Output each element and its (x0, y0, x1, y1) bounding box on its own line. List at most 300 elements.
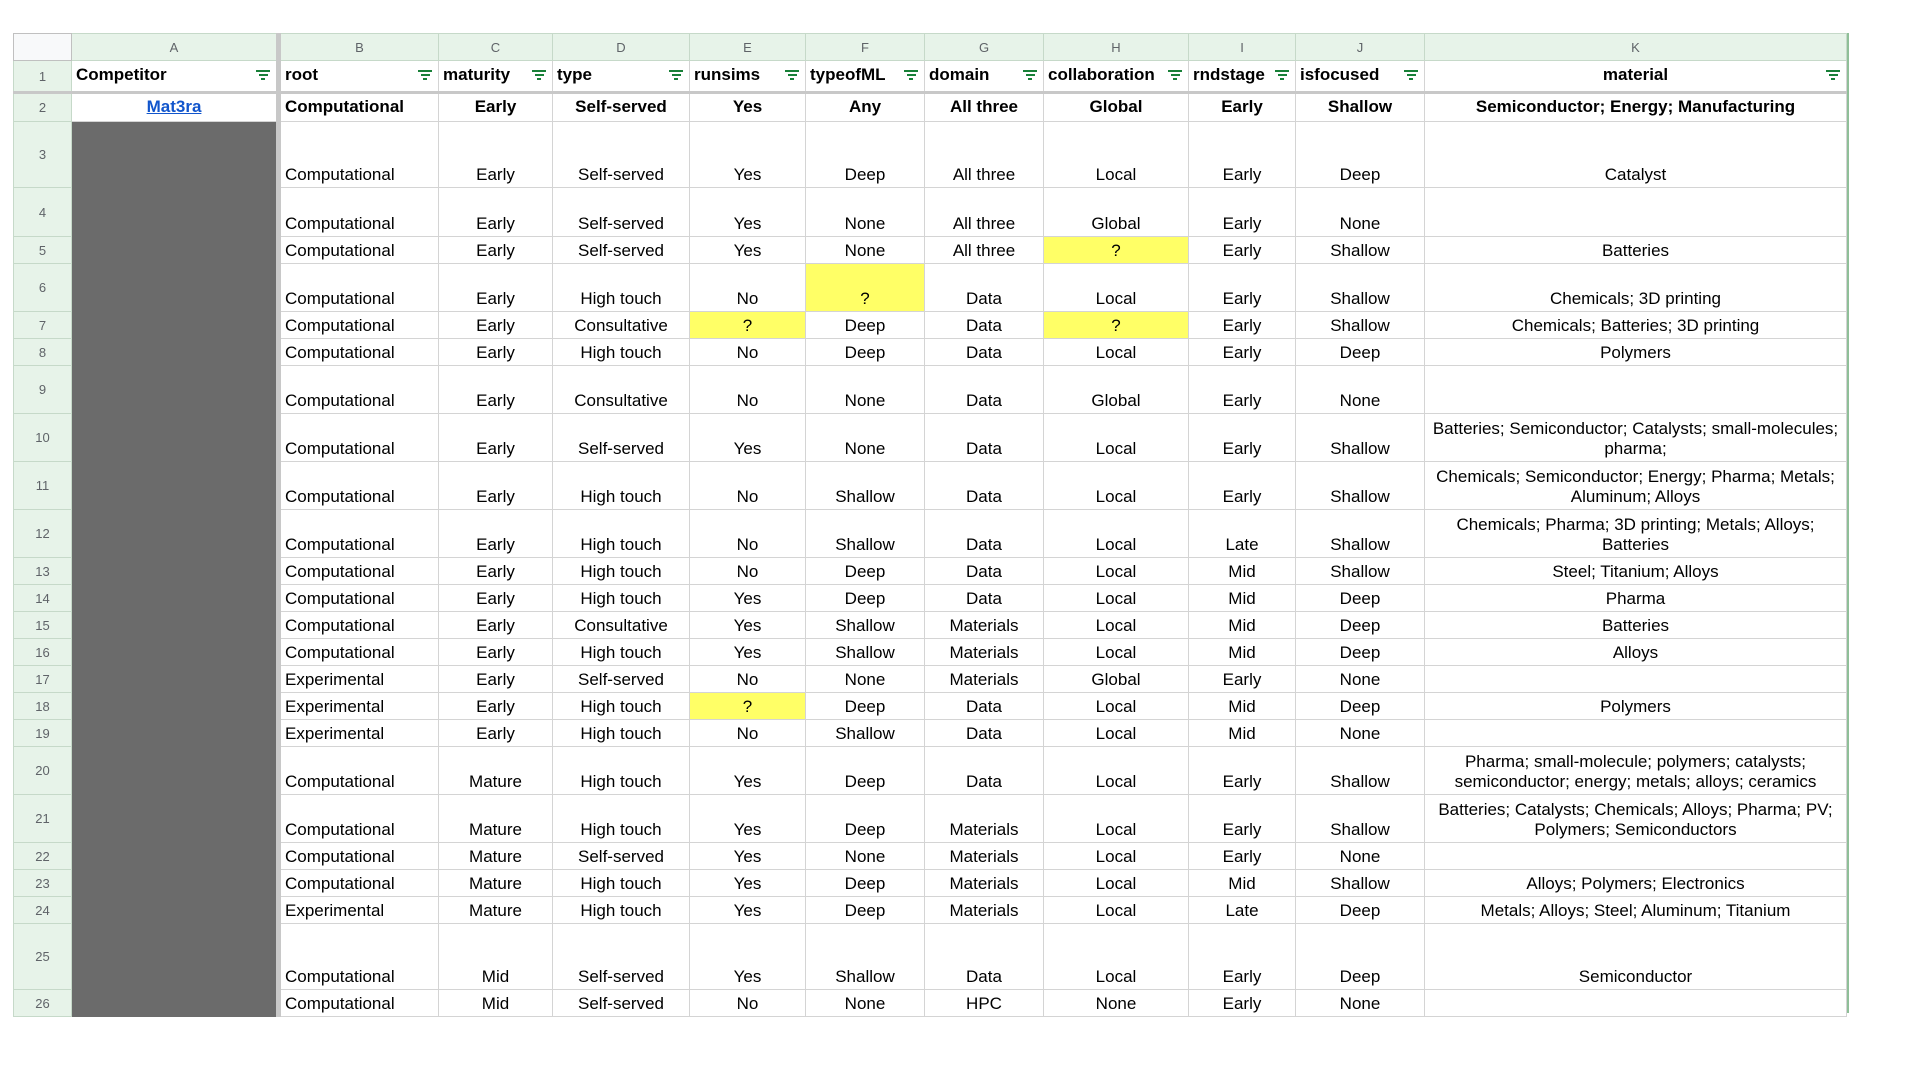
domain-cell[interactable]: Data (925, 510, 1044, 558)
maturity-cell[interactable]: Early (439, 264, 553, 312)
type-cell[interactable]: High touch (553, 897, 690, 924)
filter-icon[interactable] (1023, 70, 1037, 80)
root-cell[interactable]: Computational (279, 188, 439, 237)
isfocused-cell[interactable]: Deep (1296, 122, 1425, 188)
domain-cell[interactable]: All three (925, 122, 1044, 188)
material-cell[interactable]: Steel; Titanium; Alloys (1425, 558, 1847, 585)
rndstage-cell[interactable]: Early (1189, 122, 1296, 188)
header-cell-rndstage[interactable] (1189, 61, 1296, 93)
maturity-cell[interactable]: Mature (439, 843, 553, 870)
runsims-cell[interactable]: Yes (690, 639, 806, 666)
collaboration-cell[interactable]: Global (1044, 366, 1189, 414)
maturity-cell[interactable]: Mature (439, 897, 553, 924)
material-cell[interactable]: Polymers (1425, 693, 1847, 720)
rndstage-cell[interactable]: Mid (1189, 693, 1296, 720)
isfocused-cell[interactable]: None (1296, 666, 1425, 693)
collaboration-cell[interactable]: Local (1044, 339, 1189, 366)
rndstage-cell[interactable]: Early (1189, 666, 1296, 693)
rndstage-cell[interactable]: Mid (1189, 558, 1296, 585)
runsims-cell[interactable]: No (690, 462, 806, 510)
material-cell[interactable]: Batteries (1425, 612, 1847, 639)
typeofml-cell[interactable]: Shallow (806, 462, 925, 510)
material-cell[interactable]: Catalyst (1425, 122, 1847, 188)
runsims-cell[interactable]: Yes (690, 612, 806, 639)
typeofml-cell[interactable]: Deep (806, 870, 925, 897)
rndstage-cell[interactable]: Early (1189, 414, 1296, 462)
runsims-cell[interactable]: No (690, 666, 806, 693)
row-number[interactable]: 7 (14, 312, 72, 339)
row-number[interactable]: 19 (14, 720, 72, 747)
root-cell[interactable]: Experimental (279, 693, 439, 720)
row-number[interactable]: 10 (14, 414, 72, 462)
type-cell[interactable]: High touch (553, 639, 690, 666)
typeofml-cell[interactable]: Shallow (806, 639, 925, 666)
collaboration-cell[interactable]: Local (1044, 870, 1189, 897)
column-header-j[interactable]: J (1296, 34, 1425, 61)
material-cell[interactable] (1425, 188, 1847, 237)
row-number[interactable]: 24 (14, 897, 72, 924)
material-cell[interactable]: Alloys (1425, 639, 1847, 666)
root-cell[interactable]: Computational (279, 93, 439, 122)
domain-cell[interactable]: Data (925, 264, 1044, 312)
domain-cell[interactable]: Data (925, 558, 1044, 585)
typeofml-cell[interactable]: ? (806, 264, 925, 312)
header-cell-competitor[interactable] (72, 61, 279, 93)
root-cell[interactable]: Computational (279, 122, 439, 188)
type-cell[interactable]: High touch (553, 870, 690, 897)
collaboration-cell[interactable]: Local (1044, 462, 1189, 510)
type-cell[interactable]: Self-served (553, 666, 690, 693)
row-number[interactable]: 4 (14, 188, 72, 237)
rndstage-cell[interactable]: Mid (1189, 870, 1296, 897)
rndstage-cell[interactable]: Mid (1189, 612, 1296, 639)
typeofml-cell[interactable]: Shallow (806, 510, 925, 558)
runsims-cell[interactable]: Yes (690, 747, 806, 795)
typeofml-cell[interactable]: None (806, 237, 925, 264)
runsims-cell[interactable]: No (690, 720, 806, 747)
root-cell[interactable]: Computational (279, 414, 439, 462)
isfocused-cell[interactable]: Shallow (1296, 510, 1425, 558)
domain-cell[interactable]: Data (925, 693, 1044, 720)
maturity-cell[interactable]: Early (439, 366, 553, 414)
collaboration-cell[interactable]: Local (1044, 264, 1189, 312)
rndstage-cell[interactable]: Late (1189, 897, 1296, 924)
isfocused-cell[interactable]: Shallow (1296, 264, 1425, 312)
type-cell[interactable]: High touch (553, 720, 690, 747)
type-cell[interactable]: Consultative (553, 312, 690, 339)
collaboration-cell[interactable]: Local (1044, 795, 1189, 843)
rndstage-cell[interactable]: Early (1189, 366, 1296, 414)
isfocused-cell[interactable]: Shallow (1296, 870, 1425, 897)
header-cell-material[interactable] (1425, 61, 1847, 93)
filter-icon[interactable] (532, 70, 546, 80)
row-number[interactable]: 12 (14, 510, 72, 558)
type-cell[interactable]: High touch (553, 693, 690, 720)
rndstage-cell[interactable]: Early (1189, 795, 1296, 843)
column-header-i[interactable]: I (1189, 34, 1296, 61)
typeofml-cell[interactable]: Shallow (806, 924, 925, 990)
rndstage-cell[interactable]: Late (1189, 510, 1296, 558)
isfocused-cell[interactable]: Deep (1296, 585, 1425, 612)
rndstage-cell[interactable]: Mid (1189, 639, 1296, 666)
domain-cell[interactable]: Data (925, 312, 1044, 339)
type-cell[interactable]: High touch (553, 795, 690, 843)
header-cell-root[interactable] (279, 61, 439, 93)
domain-cell[interactable]: Materials (925, 612, 1044, 639)
header-cell-maturity[interactable] (439, 61, 553, 93)
runsims-cell[interactable]: Yes (690, 843, 806, 870)
isfocused-cell[interactable]: None (1296, 990, 1425, 1017)
domain-cell[interactable]: Data (925, 366, 1044, 414)
typeofml-cell[interactable]: Deep (806, 897, 925, 924)
isfocused-cell[interactable]: Deep (1296, 639, 1425, 666)
header-cell-domain[interactable] (925, 61, 1044, 93)
isfocused-cell[interactable]: Deep (1296, 612, 1425, 639)
isfocused-cell[interactable]: None (1296, 720, 1425, 747)
row-number[interactable]: 22 (14, 843, 72, 870)
maturity-cell[interactable]: Early (439, 639, 553, 666)
type-cell[interactable]: High touch (553, 585, 690, 612)
header-cell-isfocused[interactable] (1296, 61, 1425, 93)
maturity-cell[interactable]: Early (439, 237, 553, 264)
domain-cell[interactable]: All three (925, 188, 1044, 237)
type-cell[interactable]: High touch (553, 510, 690, 558)
material-cell[interactable]: Metals; Alloys; Steel; Aluminum; Titanium (1425, 897, 1847, 924)
collaboration-cell[interactable]: Local (1044, 414, 1189, 462)
typeofml-cell[interactable]: Deep (806, 693, 925, 720)
runsims-cell[interactable]: Yes (690, 93, 806, 122)
domain-cell[interactable]: Data (925, 924, 1044, 990)
type-cell[interactable]: Self-served (553, 188, 690, 237)
domain-cell[interactable]: Data (925, 585, 1044, 612)
row-number[interactable]: 5 (14, 237, 72, 264)
rndstage-cell[interactable]: Mid (1189, 585, 1296, 612)
material-cell[interactable] (1425, 990, 1847, 1017)
collaboration-cell[interactable]: Global (1044, 188, 1189, 237)
root-cell[interactable]: Computational (279, 612, 439, 639)
runsims-cell[interactable]: No (690, 339, 806, 366)
isfocused-cell[interactable]: Deep (1296, 924, 1425, 990)
runsims-cell[interactable]: No (690, 510, 806, 558)
type-cell[interactable]: High touch (553, 462, 690, 510)
isfocused-cell[interactable]: None (1296, 366, 1425, 414)
typeofml-cell[interactable]: Deep (806, 312, 925, 339)
collaboration-cell[interactable]: ? (1044, 312, 1189, 339)
rndstage-cell[interactable]: Early (1189, 312, 1296, 339)
isfocused-cell[interactable]: Shallow (1296, 414, 1425, 462)
typeofml-cell[interactable]: Shallow (806, 612, 925, 639)
domain-cell[interactable]: Materials (925, 639, 1044, 666)
runsims-cell[interactable]: Yes (690, 795, 806, 843)
maturity-cell[interactable]: Early (439, 510, 553, 558)
header-cell-type[interactable] (553, 61, 690, 93)
collaboration-cell[interactable]: Local (1044, 639, 1189, 666)
material-cell[interactable]: Chemicals; 3D printing (1425, 264, 1847, 312)
collaboration-cell[interactable]: Local (1044, 720, 1189, 747)
header-cell-typeofml[interactable] (806, 61, 925, 93)
maturity-cell[interactable]: Mature (439, 747, 553, 795)
root-cell[interactable]: Computational (279, 924, 439, 990)
rndstage-cell[interactable]: Early (1189, 843, 1296, 870)
maturity-cell[interactable]: Early (439, 312, 553, 339)
material-cell[interactable] (1425, 666, 1847, 693)
root-cell[interactable]: Computational (279, 339, 439, 366)
column-header-h[interactable]: H (1044, 34, 1189, 61)
row-number[interactable]: 3 (14, 122, 72, 188)
rndstage-cell[interactable]: Early (1189, 93, 1296, 122)
root-cell[interactable]: Computational (279, 462, 439, 510)
type-cell[interactable]: Self-served (553, 990, 690, 1017)
header-cell-collaboration[interactable] (1044, 61, 1189, 93)
competitor-link[interactable]: Mat3ra (146, 96, 202, 116)
collaboration-cell[interactable]: Local (1044, 843, 1189, 870)
typeofml-cell[interactable]: None (806, 990, 925, 1017)
runsims-cell[interactable]: Yes (690, 414, 806, 462)
rndstage-cell[interactable]: Early (1189, 990, 1296, 1017)
row-number[interactable]: 18 (14, 693, 72, 720)
rndstage-cell[interactable]: Early (1189, 339, 1296, 366)
typeofml-cell[interactable]: None (806, 414, 925, 462)
material-cell[interactable]: Semiconductor (1425, 924, 1847, 990)
filter-icon[interactable] (418, 70, 432, 80)
collaboration-cell[interactable]: Local (1044, 897, 1189, 924)
material-cell[interactable]: Batteries; Semiconductor; Catalysts; small-molecules; pharma; (1425, 414, 1847, 462)
material-cell[interactable]: Chemicals; Pharma; 3D printing; Metals; Alloys; Batteries (1425, 510, 1847, 558)
typeofml-cell[interactable]: Deep (806, 585, 925, 612)
domain-cell[interactable]: Data (925, 720, 1044, 747)
maturity-cell[interactable]: Early (439, 122, 553, 188)
collaboration-cell[interactable]: Local (1044, 747, 1189, 795)
row-number[interactable]: 8 (14, 339, 72, 366)
collaboration-cell[interactable]: Global (1044, 93, 1189, 122)
type-cell[interactable]: Self-served (553, 93, 690, 122)
column-header-g[interactable]: G (925, 34, 1044, 61)
runsims-cell[interactable]: No (690, 264, 806, 312)
row-number[interactable]: 25 (14, 924, 72, 990)
collaboration-cell[interactable]: Local (1044, 510, 1189, 558)
typeofml-cell[interactable]: Shallow (806, 720, 925, 747)
isfocused-cell[interactable]: Shallow (1296, 747, 1425, 795)
root-cell[interactable]: Computational (279, 795, 439, 843)
filter-icon[interactable] (1404, 70, 1418, 80)
maturity-cell[interactable]: Early (439, 93, 553, 122)
domain-cell[interactable]: Materials (925, 795, 1044, 843)
typeofml-cell[interactable]: Deep (806, 339, 925, 366)
domain-cell[interactable]: Data (925, 462, 1044, 510)
root-cell[interactable]: Computational (279, 585, 439, 612)
maturity-cell[interactable]: Early (439, 720, 553, 747)
maturity-cell[interactable]: Early (439, 612, 553, 639)
runsims-cell[interactable]: Yes (690, 188, 806, 237)
maturity-cell[interactable]: Early (439, 462, 553, 510)
material-cell[interactable]: Polymers (1425, 339, 1847, 366)
root-cell[interactable]: Computational (279, 870, 439, 897)
domain-cell[interactable]: Materials (925, 870, 1044, 897)
maturity-cell[interactable]: Early (439, 414, 553, 462)
root-cell[interactable]: Computational (279, 312, 439, 339)
rndstage-cell[interactable]: Early (1189, 264, 1296, 312)
typeofml-cell[interactable]: None (806, 188, 925, 237)
column-header-d[interactable]: D (553, 34, 690, 61)
material-cell[interactable]: Alloys; Polymers; Electronics (1425, 870, 1847, 897)
rndstage-cell[interactable]: Early (1189, 237, 1296, 264)
domain-cell[interactable]: Data (925, 414, 1044, 462)
runsims-cell[interactable]: Yes (690, 870, 806, 897)
runsims-cell[interactable]: ? (690, 312, 806, 339)
isfocused-cell[interactable]: Deep (1296, 339, 1425, 366)
root-cell[interactable]: Computational (279, 747, 439, 795)
filter-icon[interactable] (904, 70, 918, 80)
typeofml-cell[interactable]: Deep (806, 122, 925, 188)
maturity-cell[interactable]: Mature (439, 795, 553, 843)
rndstage-cell[interactable]: Mid (1189, 720, 1296, 747)
material-cell[interactable] (1425, 366, 1847, 414)
isfocused-cell[interactable]: Shallow (1296, 795, 1425, 843)
material-cell[interactable]: Semiconductor; Energy; Manufacturing (1425, 93, 1847, 122)
runsims-cell[interactable]: Yes (690, 924, 806, 990)
type-cell[interactable]: High touch (553, 747, 690, 795)
isfocused-cell[interactable]: None (1296, 188, 1425, 237)
row-number[interactable]: 26 (14, 990, 72, 1017)
row-number[interactable]: 1 (14, 61, 72, 93)
domain-cell[interactable]: Materials (925, 666, 1044, 693)
root-cell[interactable]: Computational (279, 264, 439, 312)
maturity-cell[interactable]: Early (439, 585, 553, 612)
typeofml-cell[interactable]: Any (806, 93, 925, 122)
type-cell[interactable]: Self-served (553, 924, 690, 990)
collaboration-cell[interactable]: None (1044, 990, 1189, 1017)
collaboration-cell[interactable]: Local (1044, 122, 1189, 188)
type-cell[interactable]: Self-served (553, 414, 690, 462)
root-cell[interactable]: Computational (279, 558, 439, 585)
material-cell[interactable]: Pharma; small-molecule; polymers; catalysts; semiconductor; energy; metals; alloys; ceramics (1425, 747, 1847, 795)
runsims-cell[interactable]: Yes (690, 897, 806, 924)
maturity-cell[interactable]: Early (439, 666, 553, 693)
isfocused-cell[interactable]: Shallow (1296, 462, 1425, 510)
select-all-corner[interactable] (14, 34, 72, 61)
rndstage-cell[interactable]: Early (1189, 462, 1296, 510)
row-number[interactable]: 16 (14, 639, 72, 666)
filter-icon[interactable] (785, 70, 799, 80)
material-cell[interactable]: Chemicals; Semiconductor; Energy; Pharma; Metals; Aluminum; Alloys (1425, 462, 1847, 510)
domain-cell[interactable]: Data (925, 339, 1044, 366)
typeofml-cell[interactable]: Deep (806, 795, 925, 843)
maturity-cell[interactable]: Mature (439, 870, 553, 897)
isfocused-cell[interactable]: None (1296, 843, 1425, 870)
root-cell[interactable]: Computational (279, 843, 439, 870)
maturity-cell[interactable]: Mid (439, 990, 553, 1017)
material-cell[interactable]: Batteries (1425, 237, 1847, 264)
root-cell[interactable]: Computational (279, 990, 439, 1017)
collaboration-cell[interactable]: Local (1044, 585, 1189, 612)
runsims-cell[interactable]: No (690, 366, 806, 414)
collaboration-cell[interactable]: ? (1044, 237, 1189, 264)
type-cell[interactable]: Consultative (553, 366, 690, 414)
filter-icon[interactable] (669, 70, 683, 80)
column-header-k[interactable]: K (1425, 34, 1847, 61)
column-header-a[interactable]: A (72, 34, 279, 61)
type-cell[interactable]: High touch (553, 264, 690, 312)
filter-icon[interactable] (256, 70, 270, 80)
maturity-cell[interactable]: Early (439, 339, 553, 366)
competitor-cell[interactable] (72, 93, 279, 122)
domain-cell[interactable]: Materials (925, 843, 1044, 870)
maturity-cell[interactable]: Mid (439, 924, 553, 990)
domain-cell[interactable]: All three (925, 93, 1044, 122)
runsims-cell[interactable]: Yes (690, 122, 806, 188)
typeofml-cell[interactable]: Deep (806, 558, 925, 585)
typeofml-cell[interactable]: None (806, 843, 925, 870)
typeofml-cell[interactable]: Deep (806, 747, 925, 795)
collaboration-cell[interactable]: Global (1044, 666, 1189, 693)
row-number[interactable]: 6 (14, 264, 72, 312)
column-header-f[interactable]: F (806, 34, 925, 61)
material-cell[interactable]: Chemicals; Batteries; 3D printing (1425, 312, 1847, 339)
typeofml-cell[interactable]: None (806, 666, 925, 693)
domain-cell[interactable]: Materials (925, 897, 1044, 924)
row-number[interactable]: 9 (14, 366, 72, 414)
type-cell[interactable]: High touch (553, 339, 690, 366)
header-cell-runsims[interactable] (690, 61, 806, 93)
isfocused-cell[interactable]: Deep (1296, 693, 1425, 720)
root-cell[interactable]: Computational (279, 366, 439, 414)
filter-icon[interactable] (1275, 70, 1289, 80)
maturity-cell[interactable]: Early (439, 558, 553, 585)
collaboration-cell[interactable]: Local (1044, 924, 1189, 990)
row-number[interactable]: 14 (14, 585, 72, 612)
root-cell[interactable]: Computational (279, 237, 439, 264)
root-cell[interactable]: Computational (279, 639, 439, 666)
root-cell[interactable]: Experimental (279, 897, 439, 924)
root-cell[interactable]: Computational (279, 510, 439, 558)
collaboration-cell[interactable]: Local (1044, 558, 1189, 585)
type-cell[interactable]: High touch (553, 558, 690, 585)
type-cell[interactable]: Self-served (553, 843, 690, 870)
row-number[interactable]: 2 (14, 93, 72, 122)
row-number[interactable]: 11 (14, 462, 72, 510)
row-number[interactable]: 21 (14, 795, 72, 843)
runsims-cell[interactable]: ? (690, 693, 806, 720)
maturity-cell[interactable]: Early (439, 188, 553, 237)
material-cell[interactable] (1425, 843, 1847, 870)
row-number[interactable]: 20 (14, 747, 72, 795)
collaboration-cell[interactable]: Local (1044, 693, 1189, 720)
filter-icon[interactable] (1826, 70, 1840, 80)
root-cell[interactable]: Experimental (279, 720, 439, 747)
material-cell[interactable]: Pharma (1425, 585, 1847, 612)
column-header-b[interactable]: B (279, 34, 439, 61)
row-number[interactable]: 15 (14, 612, 72, 639)
typeofml-cell[interactable]: None (806, 366, 925, 414)
maturity-cell[interactable]: Early (439, 693, 553, 720)
type-cell[interactable]: Self-served (553, 122, 690, 188)
domain-cell[interactable]: All three (925, 237, 1044, 264)
runsims-cell[interactable]: Yes (690, 585, 806, 612)
column-header-c[interactable]: C (439, 34, 553, 61)
material-cell[interactable] (1425, 720, 1847, 747)
rndstage-cell[interactable]: Early (1189, 924, 1296, 990)
column-header-e[interactable]: E (690, 34, 806, 61)
domain-cell[interactable]: HPC (925, 990, 1044, 1017)
type-cell[interactable]: Consultative (553, 612, 690, 639)
row-number[interactable]: 13 (14, 558, 72, 585)
isfocused-cell[interactable]: Shallow (1296, 93, 1425, 122)
isfocused-cell[interactable]: Shallow (1296, 312, 1425, 339)
row-number[interactable]: 17 (14, 666, 72, 693)
domain-cell[interactable]: Data (925, 747, 1044, 795)
root-cell[interactable]: Experimental (279, 666, 439, 693)
rndstage-cell[interactable]: Early (1189, 747, 1296, 795)
